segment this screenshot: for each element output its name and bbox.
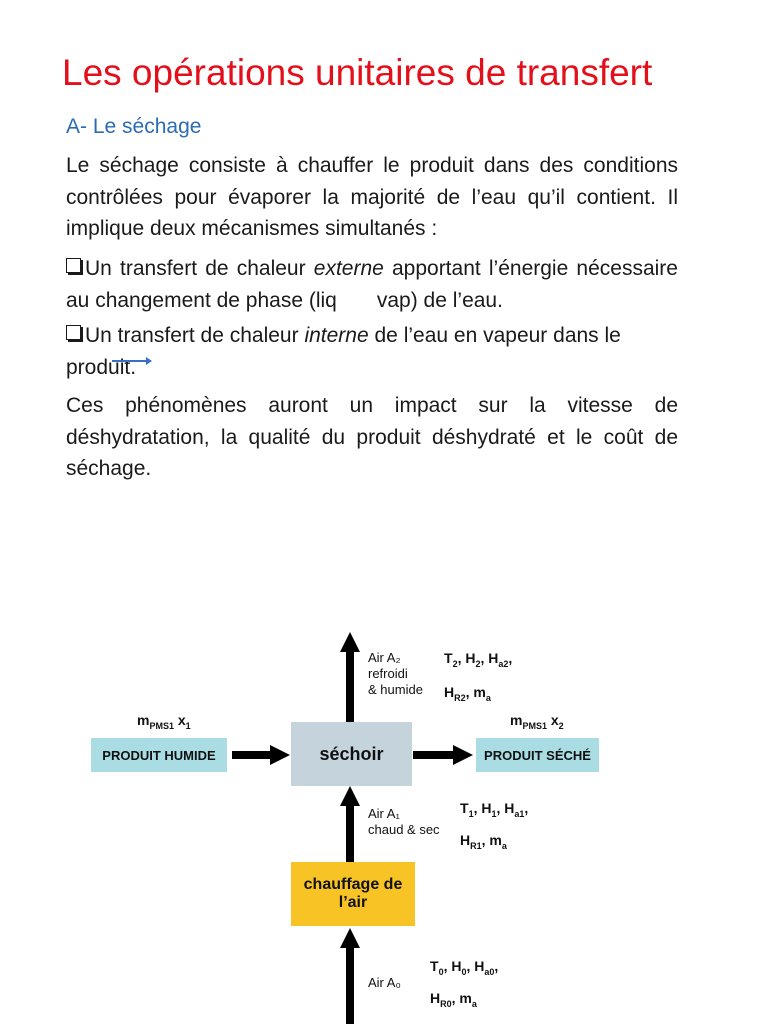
bullet2-before: Un transfert de chaleur <box>85 324 305 347</box>
page-title: Les opérations unitaires de transfert <box>62 52 653 93</box>
sechoir-box <box>291 722 412 786</box>
bullet1-emph: externe <box>313 257 384 280</box>
produit-humide-box <box>91 738 227 772</box>
produit-humide-label: PRODUIT HUMIDE <box>102 747 216 763</box>
air-a2-line3: & humide <box>368 682 423 697</box>
bullet2-emph: interne <box>304 324 369 347</box>
air-a1-line1: Air A₁ <box>368 806 400 821</box>
symbol-hr2-ma: $H_{R2}$, $m_a$ <box>444 684 491 703</box>
checkbox-bullet-icon <box>66 325 81 340</box>
produit-seche-label: PRODUIT SÉCHÉ <box>484 747 591 763</box>
chauffage-box <box>291 862 415 926</box>
symbol-mpms1-x2: $m_{PMS1}$ $x_2$ <box>510 712 564 731</box>
sechoir-label: séchoir <box>319 743 384 764</box>
bullet1-tail: vap) de l’eau. <box>376 288 503 312</box>
bullet1-after: apportant l’énergie nécessaire au changement de phase (liq <box>66 257 678 312</box>
air-a0-line1: Air A₀ <box>368 975 401 990</box>
symbol-t1-h1-ha1: $T_1$, $H_1$, $H_{a1}$, <box>460 800 529 819</box>
air-a2-line1: Air A₂ <box>368 650 401 665</box>
section-subtitle: A- Le séchage <box>66 115 202 138</box>
bullet1-before: Un transfert de chaleur <box>85 257 314 280</box>
blue-arrow-icon <box>112 356 152 366</box>
air-a2-label <box>368 650 423 698</box>
symbol-hr0-ma: $H_{R0}$, $m_a$ <box>430 990 477 1009</box>
produit-seche-box <box>476 738 599 772</box>
symbol-mpms1-x1: $m_{PMS1}$ $x_1$ <box>137 712 191 731</box>
bullet2-after: de l’eau en vapeur dans le produit. <box>66 324 621 379</box>
symbol-t0-h0-ha0: $T_0$, $H_0$, $H_{a0}$, <box>430 958 499 977</box>
drying-process-diagram <box>0 600 768 1024</box>
checkbox-bullet-icon <box>66 258 81 273</box>
conclusion-paragraph: Ces phénomènes auront un impact sur la vitesse de déshydratation, la qualité du produit déshydraté et le coût de séchage. <box>66 394 678 480</box>
bullet-internal-transfer <box>66 320 678 383</box>
symbol-hr1-ma: $H_{R1}$, $m_a$ <box>460 832 507 851</box>
intro-paragraph: Le séchage consiste à chauffer le produit dans des conditions contrôlées pour évaporer la majorité de l’eau qu’il contient. Il implique deux mécanismes simultanés : <box>66 154 678 240</box>
air-a2-line2: refroidi <box>368 666 408 681</box>
air-a0-label <box>368 975 401 991</box>
air-a1-label <box>368 806 440 838</box>
chauffage-label-line2: l’air <box>338 894 368 911</box>
bullet-external-transfer <box>66 253 678 316</box>
symbol-t2-h2-ha2: $T_2$, $H_2$, $H_{a2}$, <box>444 650 513 669</box>
chauffage-label-line1: chauffage de <box>303 876 403 893</box>
air-a1-line2: chaud & sec <box>368 822 440 837</box>
